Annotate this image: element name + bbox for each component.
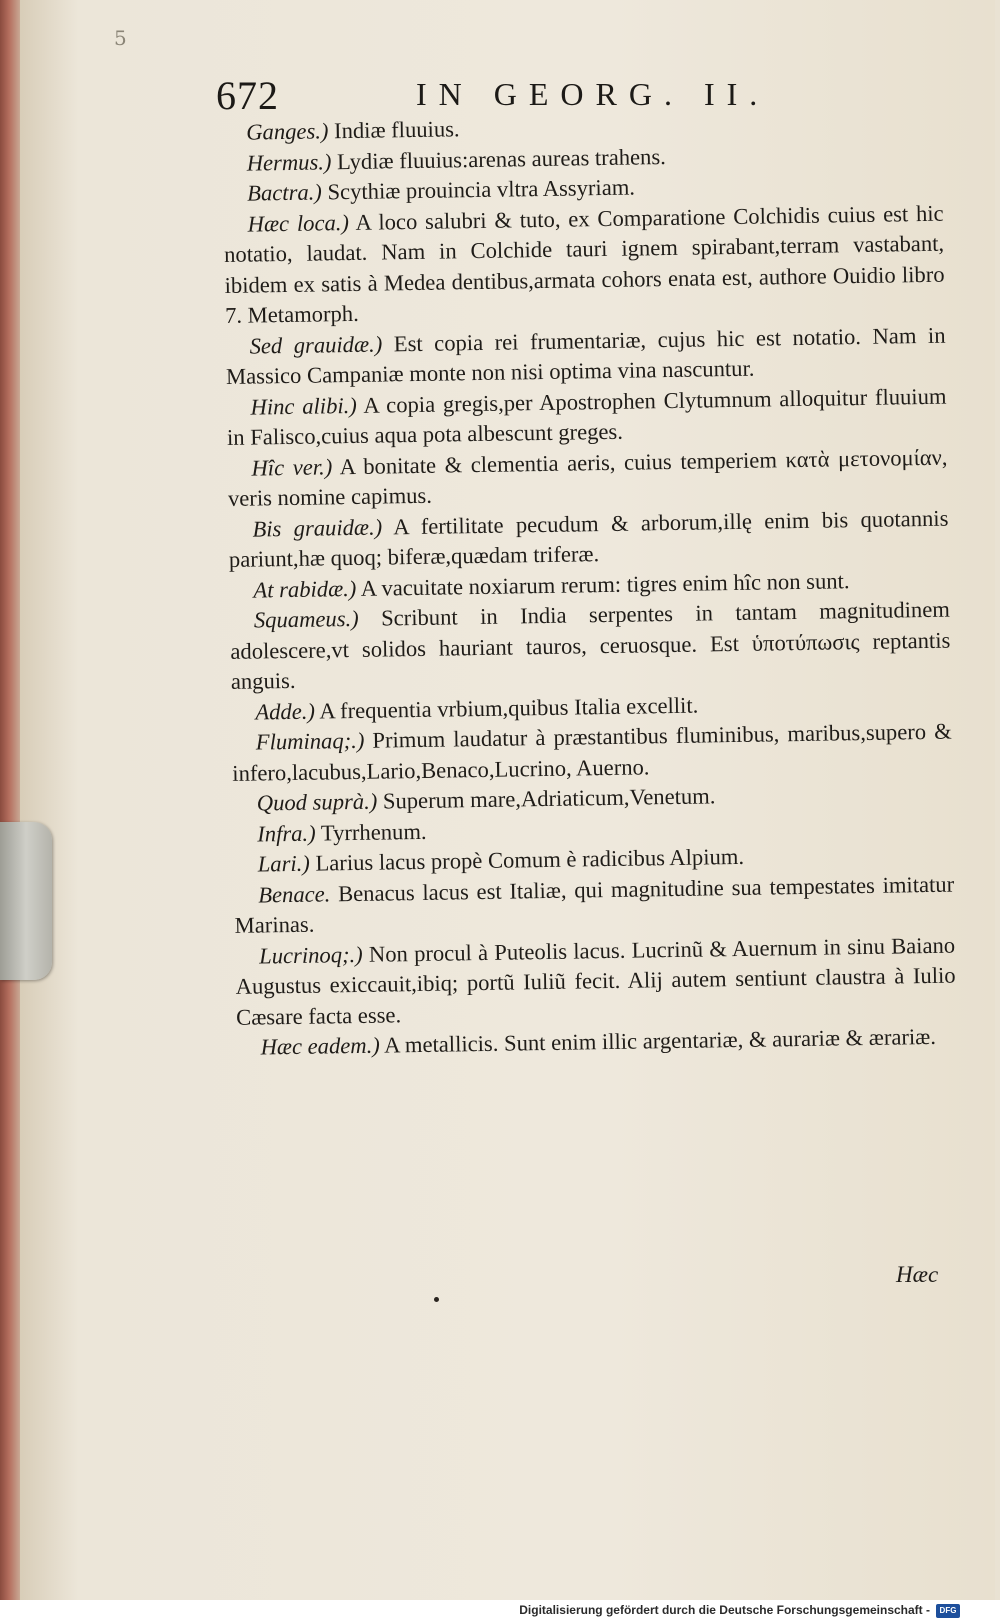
entry-lemma: Hæc eadem.) [260,1032,380,1060]
commentary-entry [232,717,953,789]
funding-note: Digitalisierung gefördert durch die Deutsche Forschungsgemeinschaft - [519,1603,930,1617]
commentary-entry [228,503,949,575]
commentary-entry [235,930,956,1033]
entry-lemma: At rabidæ.) [253,575,357,603]
entry-text: A metallicis. Sunt enim illic argentariæ, & aurariæ & ærariæ. [379,1023,937,1058]
entry-lemma: Bis grauidæ.) [252,514,383,542]
entry-text: Non procul à Puteolis lacus. Lucrinũ & Auernum in sinu Baiano Augustus exiccauit,ibiq; portũ Iuliũ fecit. Alij autem sentiunt claustra à Iulio Cæsare facta esse. [235,932,956,1030]
commentary-entry [234,869,955,941]
entry-lemma: Fluminaq;.) [255,727,365,755]
entry-text: Benacus lacus est Italiæ, qui magnitudine sua tempestates imitatur Marinas. [234,871,955,938]
entry-text: Scribunt in India serpentes in tantam magnitudinem adolescere,vt solidos hauriant tauros, ceruosque. Est ὑποτύπωσις reptantis anguis. [230,596,951,694]
commentary-entry [223,198,945,331]
entry-lemma: Ganges.) [246,118,329,145]
page-number: 672 [216,73,279,118]
entry-lemma: Infra.) [257,820,316,847]
entry-text: A frequentia vrbium,quibus Italia excellit. [314,692,699,724]
commentary-entry [227,442,948,514]
entry-text: Primum laudatur à præstantibus fluminibus, maribus,supero & infero,lacubus,Lario,Benaco,Lucrino, Auerno. [232,718,952,786]
dfg-logo: DFG [936,1604,960,1618]
entry-lemma: Squameus.) [253,605,359,633]
ink-dot [434,1297,439,1302]
entry-lemma: Sed grauidæ.) [249,331,383,359]
entry-text: A vacuitate noxiarum rerum: tigres enim hîc non sunt. [356,567,850,601]
entry-lemma: Benace. [258,880,331,908]
catchword: Hæc [896,1262,939,1287]
entry-text: Larius lacus propè Comum è radicibus Alpium. [309,843,745,876]
entry-lemma: Lucrinoq;.) [258,941,363,969]
commentary-entry [226,381,947,453]
entry-text: Lydiæ fluuius:arenas aureas trahens. [331,143,666,174]
entry-text: A loco salubri & tuto, ex Comparatione Colchidis cuius est hic notatio, laudat. Nam in Colchide tauri ignem spirabant,terram vastabant, ibidem ex satis à Medea dentibus,armata cohors enata est, authore Ouidio libro 7. Metamorph. [223,200,945,328]
book-edge [0,0,20,1600]
entry-lemma: Lari.) [257,850,311,877]
commentary-text [222,107,957,1064]
entry-lemma: Hermus.) [246,148,332,176]
entry-lemma: Bactra.) [246,179,323,206]
entry-text: A fertilitate pecudum & arborum,illę enim bis quotannis pariunt,hæ quoq; biferæ,quædam triferæ. [228,505,949,572]
entry-lemma: Hinc alibi.) [250,392,358,420]
entry-text: A copia gregis,per Apostrophen Clytumnum alloquitur fluuium in Falisco,cuius aqua pota albescunt greges. [226,383,947,450]
entry-lemma: Quod suprà.) [256,788,378,816]
running-head: IN GEORG. II. [416,76,770,112]
entry-text: Superum mare,Adriaticum,Venetum. [377,783,716,814]
entry-lemma: Hîc ver.) [251,453,333,481]
entry-text: Tyrrhenum. [315,818,427,846]
pencil-mark: 5 [114,26,127,50]
entry-text: Indiæ fluuius. [328,116,460,144]
commentary-entry [230,595,951,698]
entry-text: Est copia rei frumentariæ, cujus hic est notatio. Nam in Massico Campaniæ monte non nisi optima vina nascuntur. [225,322,946,389]
commentary-entry [225,320,946,392]
entry-text: Scythiæ prouincia vltra Assyriam. [321,174,636,205]
clasp [0,822,52,980]
entry-lemma: Adde.) [255,698,316,725]
footer-bar [0,1600,1000,1623]
entry-text: A bonitate & clementia aeris, cuius temperiem κατὰ μετονομίαν, veris nomine capimus. [227,444,948,511]
entry-lemma: Hæc loca.) [247,209,350,237]
